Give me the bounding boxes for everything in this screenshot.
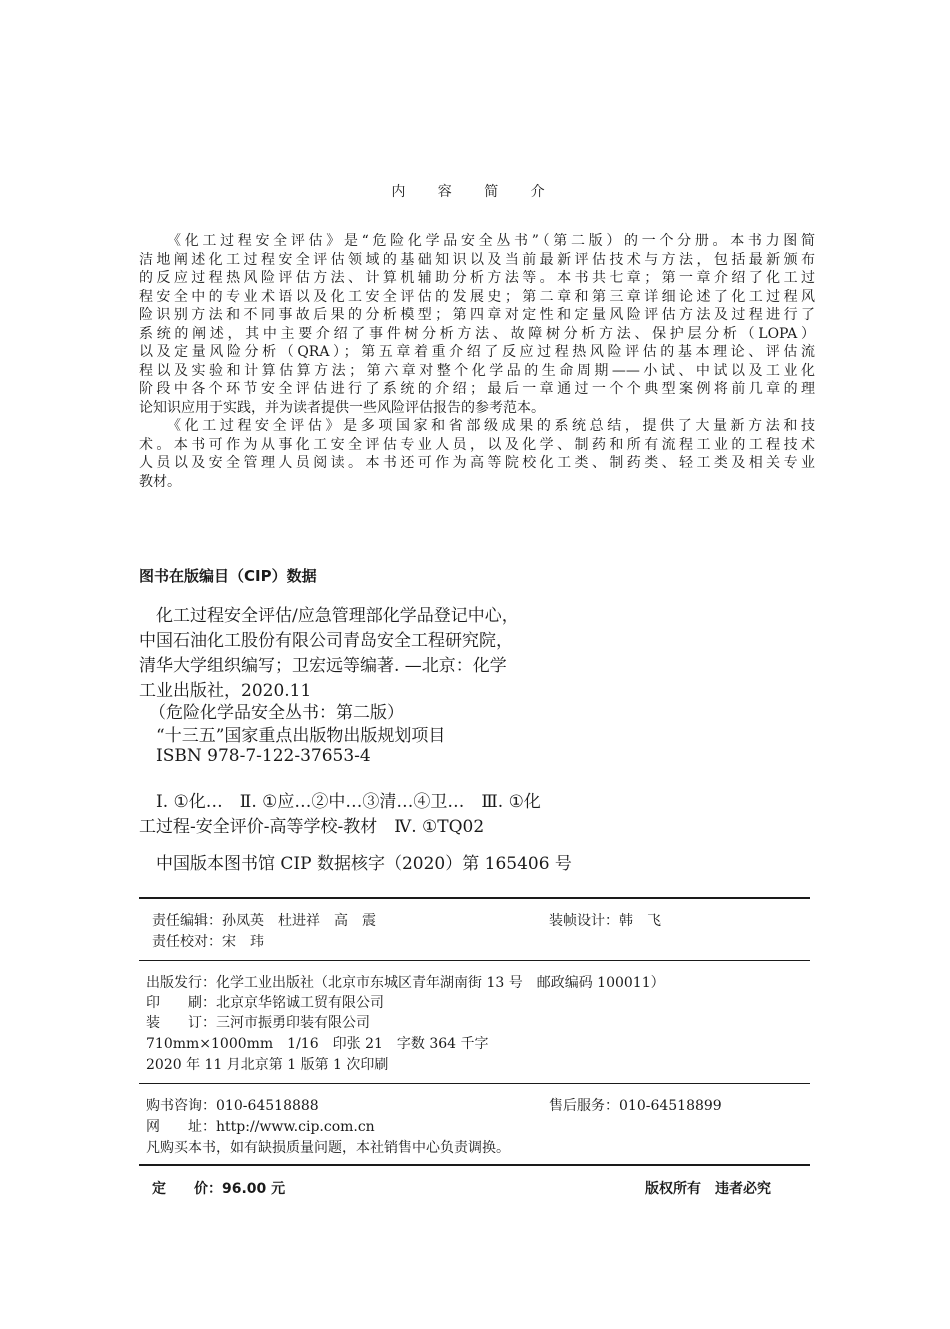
divider xyxy=(139,1083,810,1084)
text-line: 人员以及安全管理人员阅读。本书还可作为高等院校化工类、制药类、轻工类及相关专业 xyxy=(139,455,815,471)
summary-paragraph-2 xyxy=(139,417,815,491)
summary-paragraph-1 xyxy=(139,232,815,417)
text-line: 程以及实验和计算估算方法；第六章对整个化学品的生命周期——小试、中试以及工业化 xyxy=(139,362,815,379)
cip-line: ISBN 978-7-122-37653-4 xyxy=(156,746,371,766)
divider xyxy=(139,897,810,899)
divider xyxy=(139,960,810,961)
text-line: 论知识应用于实践，并为读者提供一些风险评估报告的参考范本。 xyxy=(139,399,545,416)
cip-line: 工过程-安全评价-高等学校-教材 Ⅳ. ①TQ02 xyxy=(139,817,485,837)
contact-notice: 凡购买本书，如有缺损质量问题，本社销售中心负责调换。 xyxy=(146,1140,510,1156)
cip-heading: 图书在版编目（CIP）数据 xyxy=(139,567,317,585)
text-line: 洁地阐述化工过程安全评估领域的基础知识以及当前最新评估技术与方法，包括最新颁布 xyxy=(139,251,815,268)
text-line: 术。本书可作为从事化工安全评估专业人员，以及化学、制药和所有流程工业的工程技术 xyxy=(139,436,815,453)
price-label: 定 价：96.00 元 xyxy=(152,1181,286,1197)
pub-printer: 印 刷：北京京华铭诚工贸有限公司 xyxy=(146,995,384,1011)
cip-line: Ⅰ. ①化… Ⅱ. ①应…②中…③清…④卫… Ⅲ. ①化 xyxy=(156,792,541,812)
credit-designer: 装帧设计：韩 飞 xyxy=(549,913,661,929)
text-line: 《化工过程安全评估》是“危险化学品安全丛书”（第二版）的一个分册。本书力图简 xyxy=(167,233,815,249)
text-line: 阶段中各个环节安全评估进行了系统的介绍；最后一章通过一个个典型案例将前几章的理 xyxy=(139,381,815,397)
text-line: 程安全中的专业术语以及化工安全评估的发展史；第二章和第三章详细论述了化工过程风 xyxy=(139,288,815,305)
cip-line: 化工过程安全评估/应急管理部化学品登记中心， xyxy=(156,606,519,626)
contact-website: 网 址：http://www.cip.com.cn xyxy=(146,1119,375,1135)
text-line: 系统的阐述，其中主要介绍了事件树分析方法、故障树分析方法、保护层分析（LOPA） xyxy=(139,325,815,342)
summary-title: 内 容 简 介 xyxy=(391,184,559,200)
pub-binder: 装 订：三河市振勇印装有限公司 xyxy=(146,1015,370,1031)
credit-editor: 责任编辑：孙凤英 杜进祥 高 震 xyxy=(152,913,376,929)
text-line: 《化工过程安全评估》是多项国家和省部级成果的系统总结，提供了大量新方法和技 xyxy=(167,418,815,434)
copyright-notice: 版权所有 违者必究 xyxy=(645,1181,771,1197)
credit-proofreader: 责任校对：宋 玮 xyxy=(152,934,264,950)
cip-line: 中国石油化工股份有限公司青岛安全工程研究院， xyxy=(139,631,513,651)
text-line: 教材。 xyxy=(139,473,181,490)
cip-line: 工业出版社，2020.11 xyxy=(139,681,312,701)
pub-publisher: 出版发行：化学工业出版社（北京市东城区青年湖南街 13 号 邮政编码 100011） xyxy=(146,975,665,991)
pub-format: 710mm×1000mm 1/16 印张 21 字数 364 千字 xyxy=(146,1036,489,1052)
cip-line: 中国版本图书馆 CIP 数据核字（2020）第 165406 号 xyxy=(156,854,572,874)
cip-line: 清华大学组织编写；卫宏远等编著. —北京：化学 xyxy=(139,656,507,676)
divider xyxy=(139,1164,810,1166)
contact-purchase: 购书咨询：010-64518888 xyxy=(146,1098,319,1114)
contact-after-sales: 售后服务：010-64518899 xyxy=(549,1098,722,1114)
text-line: 的反应过程热风险评估方法、计算机辅助分析方法等。本书共七章；第一章介绍了化工过 xyxy=(139,270,815,286)
pub-edition: 2020 年 11 月北京第 1 版第 1 次印刷 xyxy=(146,1057,389,1073)
text-line: 险识别方法和不同事故后果的分析模型；第四章对定性和定量风险评估方法及过程进行了 xyxy=(139,307,815,323)
text-line: 以及定量风险分析（QRA）；第五章着重介绍了反应过程热风险评估的基本理论、评估流 xyxy=(139,344,815,360)
cip-line: “十三五”国家重点出版物出版规划项目 xyxy=(156,726,446,746)
cip-line: （危险化学品安全丛书：第二版） xyxy=(149,703,404,723)
